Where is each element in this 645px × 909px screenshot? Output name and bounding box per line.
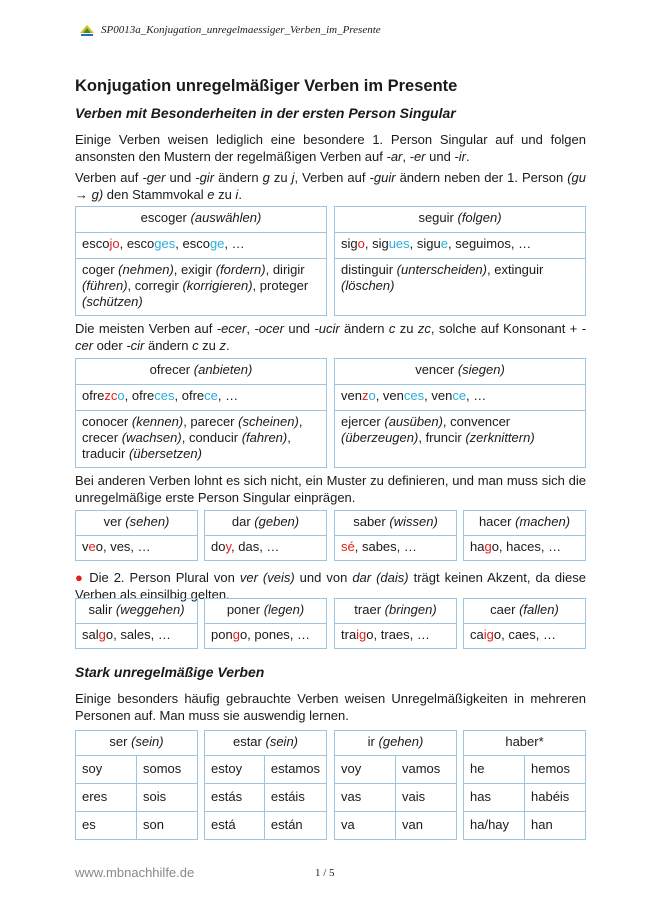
conjugation-cell: son xyxy=(137,812,198,840)
verb-table-ver xyxy=(75,510,198,561)
verb-header: ir (gehen) xyxy=(335,731,457,756)
conjugation-cell: vais xyxy=(396,784,457,812)
section-heading-2: Stark unregelmäßige Verben xyxy=(75,664,265,680)
conjugation-cell: eres xyxy=(76,784,137,812)
verb-forms: pongo, pones, … xyxy=(205,624,327,649)
conjugation-cell: estoy xyxy=(205,756,265,784)
verb-forms: sé, sabes, … xyxy=(335,536,457,561)
paragraph-other-verbs: Bei anderen Verben lohnt es sich nicht, ein Muster zu definieren, und man muss sich die unregelmäßige erste Person Singular einprägen. xyxy=(75,473,586,505)
conjugation-cell: están xyxy=(264,812,326,840)
verb-header: haber* xyxy=(464,731,586,756)
conjugation-cell: han xyxy=(525,812,586,840)
conjugation-cell: soy xyxy=(76,756,137,784)
verb-table-ser xyxy=(75,730,198,840)
verb-forms: doy, das, … xyxy=(205,536,327,561)
conjugation-cell: has xyxy=(464,784,525,812)
conjugation-cell: habéis xyxy=(525,784,586,812)
verb-table-haber xyxy=(463,730,586,840)
footer-website: www.mbnachhilfe.de xyxy=(75,865,195,880)
conjugation-cell: va xyxy=(335,812,396,840)
verb-forms: veo, ves, … xyxy=(76,536,198,561)
verb-header: caer (fallen) xyxy=(464,599,586,624)
verb-table-saber xyxy=(334,510,457,561)
table-ofrecer: ofrecer (anbieten) ofrezco, ofreces, ofrece, … conocer (kennen), parecer (scheinen), crecer (wachsen), conducir (fahren), traducir (übersetzen) xyxy=(75,358,327,468)
verb-header: poner (legen) xyxy=(205,599,327,624)
conjugation-cell: estás xyxy=(205,784,265,812)
table-seguir: seguir (folgen) sigo, sigues, sigue, seguimos, … distinguir (unterscheiden), extinguir (löschen) xyxy=(334,206,586,316)
verb-table-salir xyxy=(75,598,198,649)
verb-table-dar xyxy=(204,510,327,561)
verb-table-poner xyxy=(204,598,327,649)
verb-header: estar (sein) xyxy=(205,731,327,756)
paragraph-ger-gir: Verben auf -ger und -gir ändern g zu j, Verben auf -guir ändern neben der 1. Person (gu → g) den Stammvokal e zu i. xyxy=(75,170,587,202)
conjugation-cell: sois xyxy=(137,784,198,812)
verb-header: ver (sehen) xyxy=(76,511,198,536)
conjugation-cell: vamos xyxy=(396,756,457,784)
verb-table-caer xyxy=(463,598,586,649)
conjugation-cell: hemos xyxy=(525,756,586,784)
note-second-person-plural: ● Die 2. Person Plural von ver (veis) und von dar (dais) trägt keinen Akzent, da diese Verben als einsilbig gelten. xyxy=(75,570,587,602)
conjugation-cell: he xyxy=(464,756,525,784)
conjugation-cell: está xyxy=(205,812,265,840)
verb-forms: caigo, caes, … xyxy=(464,624,586,649)
table-escoger: escoger (auswählen) escojo, escoges, escoge, … coger (nehmen), exigir (fordern), dirigir (führen), corregir (korrigieren), proteger (schützen) xyxy=(75,206,327,316)
verb-header: salir (weggehen) xyxy=(76,599,198,624)
verb-header: hacer (machen) xyxy=(464,511,586,536)
paragraph-strong-irregular: Einige besonders häufig gebrauchte Verben weisen Unregelmäßigkeiten in mehreren Personen auf. Man muss sie auswendig lernen. xyxy=(75,691,586,723)
verb-header: traer (bringen) xyxy=(335,599,457,624)
verb-forms: hago, haces, … xyxy=(464,536,586,561)
paragraph-ecer-ocer: Die meisten Verben auf -ecer, -ocer und -ucir ändern c zu zc, solche auf Konsonant + -cer oder -cir ändern c zu z. xyxy=(75,321,587,353)
conjugation-cell: voy xyxy=(335,756,396,784)
verb-header: ser (sein) xyxy=(76,731,198,756)
verb-forms: salgo, sales, … xyxy=(76,624,198,649)
verb-table-estar xyxy=(204,730,327,840)
page-title: Konjugation unregelmäßiger Verben im Presente xyxy=(75,77,458,95)
logo-icon xyxy=(80,25,94,37)
verb-header: dar (geben) xyxy=(205,511,327,536)
table-vencer: vencer (siegen) venzo, vences, vence, … ejercer (ausüben), convencer (überzeugen), fruncir (zerknittern) xyxy=(334,358,586,468)
conjugation-cell: ha/hay xyxy=(464,812,525,840)
verb-table-ir xyxy=(334,730,457,840)
conjugation-cell: vas xyxy=(335,784,396,812)
verb-table-traer xyxy=(334,598,457,649)
verb-header: saber (wissen) xyxy=(335,511,457,536)
section-heading-1: Verben mit Besonderheiten in der ersten Person Singular xyxy=(75,105,456,121)
paragraph-intro: Einige Verben weisen lediglich eine besondere 1. Person Singular auf und folgen ansonsten den Mustern der regelmäßigen Verben auf -ar, -er und -ir. xyxy=(75,132,586,164)
page-number: 1 / 5 xyxy=(315,867,335,879)
conjugation-cell: somos xyxy=(137,756,198,784)
conjugation-cell: estáis xyxy=(264,784,326,812)
conjugation-cell: van xyxy=(396,812,457,840)
conjugation-cell: es xyxy=(76,812,137,840)
verb-forms: traigo, traes, … xyxy=(335,624,457,649)
conjugation-cell: estamos xyxy=(264,756,326,784)
document-filename: SP0013a_Konjugation_unregelmaessiger_Verben_im_Presente xyxy=(101,24,381,36)
verb-table-hacer xyxy=(463,510,586,561)
